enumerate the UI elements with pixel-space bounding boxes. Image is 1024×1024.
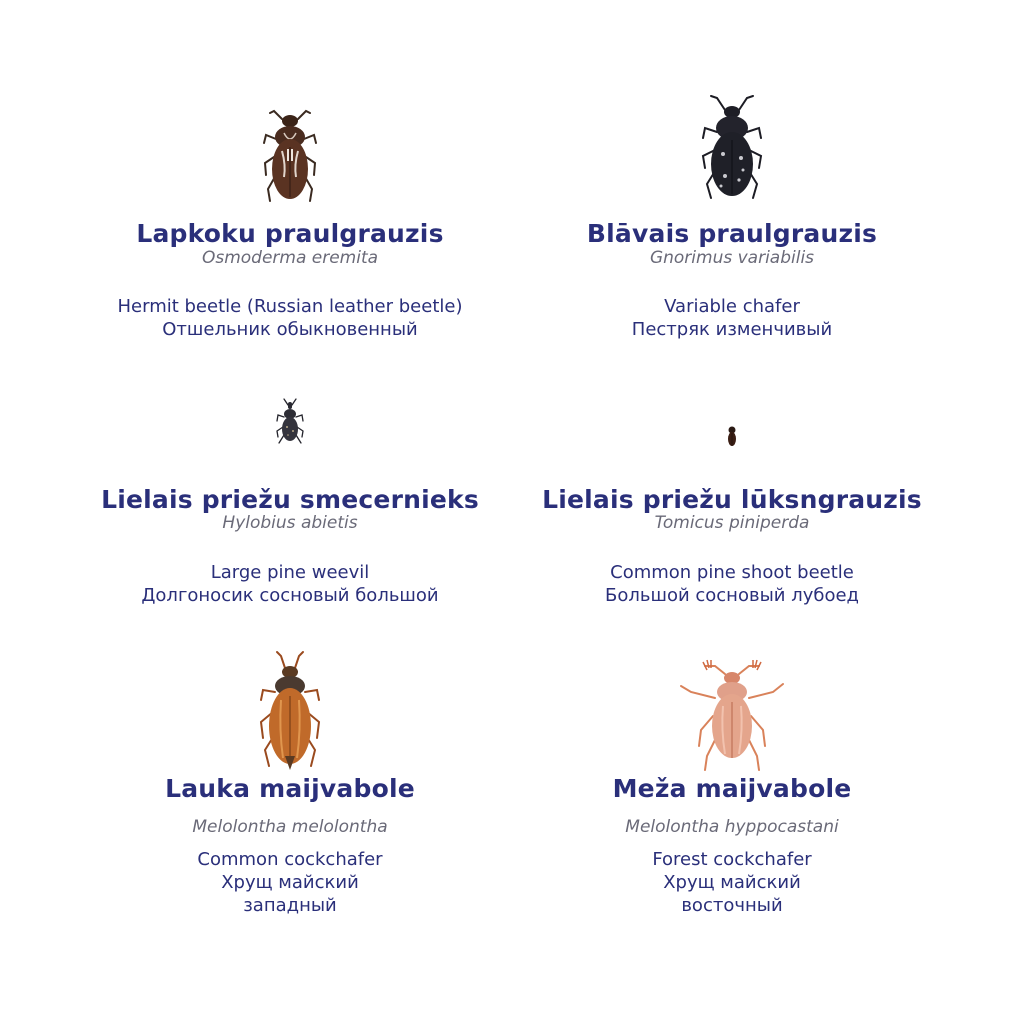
species-card-common-cockchafer	[60, 650, 520, 930]
common-name-ru: Хрущ майский	[221, 872, 359, 893]
species-latin-name: Melolontha hyppocastani	[625, 817, 839, 837]
species-common-names	[60, 295, 520, 341]
forest-cockchafer-image	[677, 656, 787, 774]
common-name-en: Common cockchafer	[197, 849, 383, 870]
common-name-en: Forest cockchafer	[652, 849, 812, 870]
species-card-hermit-beetle	[60, 100, 520, 350]
common-name-ru-continued: восточный	[681, 895, 783, 916]
common-name-en: Common pine shoot beetle	[610, 562, 854, 583]
species-latin-name: Tomicus piniperda	[654, 513, 810, 533]
species-card-pine-weevil	[60, 395, 520, 645]
common-name-ru: Пестряк изменчивый	[631, 319, 833, 340]
common-name-en: Variable chafer	[664, 296, 800, 317]
common-name-en: Hermit beetle (Russian leather beetle)	[117, 296, 463, 317]
pine-shoot-beetle-image	[726, 425, 738, 447]
species-latin-name: Osmoderma eremita	[201, 248, 379, 268]
species-common-names	[502, 848, 962, 917]
pine-weevil-image	[275, 397, 305, 447]
common-name-ru: Большой сосновый лубоед	[605, 585, 859, 606]
species-card-forest-cockchafer	[502, 650, 962, 930]
common-name-ru-continued: западный	[243, 895, 337, 916]
species-name: Lielais priežu smecernieks	[101, 485, 479, 514]
species-card-variable-chafer	[502, 100, 962, 350]
species-name: Lauka maijvabole	[165, 774, 415, 803]
common-cockchafer-image	[257, 650, 323, 774]
species-name: Meža maijvabole	[612, 774, 852, 803]
species-latin-name: Melolontha melolontha	[192, 817, 388, 837]
variable-chafer-image	[697, 92, 767, 204]
species-name: Lielais priežu lūksngrauzis	[542, 485, 922, 514]
hermit-beetle-image	[260, 105, 320, 207]
species-common-names	[60, 561, 520, 607]
species-common-names	[60, 848, 520, 917]
species-latin-name: Gnorimus variabilis	[649, 248, 815, 268]
common-name-en: Large pine weevil	[210, 562, 370, 583]
species-common-names	[502, 561, 962, 607]
species-latin-name: Hylobius abietis	[222, 513, 358, 533]
species-name: Lapkoku praulgrauzis	[136, 219, 444, 248]
common-name-ru: Долгоносик сосновый большой	[141, 585, 439, 606]
common-name-ru: Хрущ майский	[663, 872, 801, 893]
species-name: Blāvais praulgrauzis	[586, 219, 878, 248]
species-common-names	[502, 295, 962, 341]
common-name-ru: Отшельник обыкновенный	[162, 319, 418, 340]
species-card-pine-shoot-beetle	[502, 395, 962, 645]
